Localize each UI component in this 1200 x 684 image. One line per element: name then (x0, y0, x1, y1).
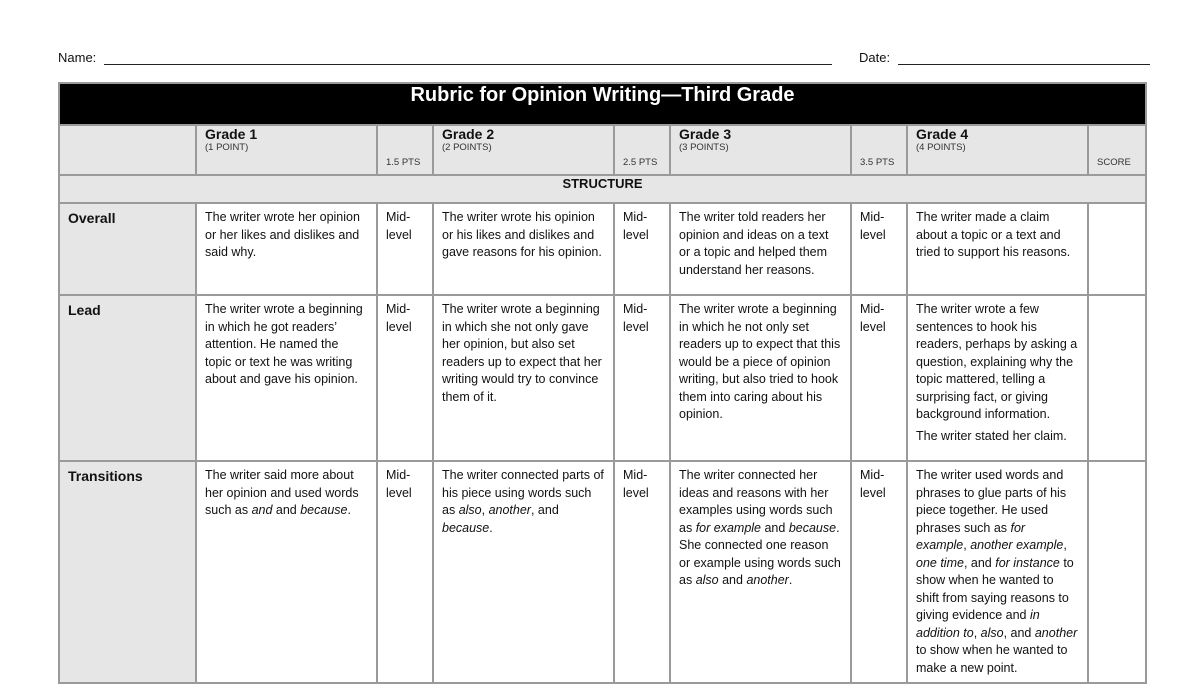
lead-grade4 (907, 295, 1088, 461)
column-header-row (59, 125, 1146, 175)
text-run: and (272, 503, 301, 517)
italic-term: because (442, 520, 490, 535)
header-grade4 (907, 125, 1088, 175)
italic-term: because (788, 520, 837, 535)
text-run: , (973, 625, 981, 640)
italic-term: also (458, 503, 482, 517)
text-run: . (347, 503, 351, 517)
lead-grade4-hook: The writer wrote a few sentences to hook his readers, perhaps by asking a question, explaining why the topic mattered, telling a surprising fact, or giving background information. (916, 302, 1078, 421)
lead-grade2: The writer wrote a beginning in which she not only gave her opinion, but also set readers up to expect that her writing would try to convince them of it. (433, 295, 614, 461)
overall-grade3: The writer told readers her opinion and ideas on a text or a topic and helped them understand her reasons. (670, 203, 851, 295)
italic-term: also (695, 573, 719, 587)
overall-score-cell[interactable] (1088, 203, 1146, 295)
text-run: . (788, 573, 793, 587)
name-label: Name: (58, 50, 97, 65)
text-run: , and (530, 503, 559, 517)
transitions-grade1 (196, 461, 377, 683)
transitions-grade4 (907, 461, 1088, 683)
rubric-row-overall (59, 203, 1146, 295)
date-line (898, 50, 1150, 65)
text-run: The writer used words and phrases to glue parts of his piece together. He used phrases such as (916, 468, 1067, 535)
text-run: , (1063, 538, 1067, 552)
date-label: Date: (859, 50, 891, 65)
italic-term: another (746, 573, 789, 587)
italic-term: for example (916, 520, 1026, 552)
section-row (59, 175, 1146, 203)
date-field (859, 50, 1150, 65)
text-run: to show when he wanted to make a new point. (916, 643, 1068, 675)
italic-term: another (488, 503, 531, 517)
overall-mid-3: Mid-level (851, 203, 907, 295)
header-score: SCORE (1088, 125, 1146, 175)
text-run: , (481, 503, 489, 517)
grade1-title: Grade 1 (205, 126, 258, 142)
rubric-title: Rubric for Opinion Writing—Third Grade (59, 83, 1146, 125)
section-structure: STRUCTURE (59, 175, 1146, 203)
header-pts-3-5: 3.5 PTS (851, 125, 907, 175)
lead-mid-1: Mid-level (377, 295, 433, 461)
title-row (59, 83, 1146, 125)
rubric-row-transitions (59, 461, 1146, 683)
grade1-points: (1 POINT) (205, 142, 249, 153)
text-run: The writer connected her ideas and reasons with her examples using words such as (679, 468, 833, 535)
overall-grade4: The writer made a claim about a topic or a text and tried to support his reasons. (907, 203, 1088, 295)
grade2-points: (2 POINTS) (442, 142, 492, 153)
italic-term: also (980, 625, 1004, 640)
transitions-score-cell[interactable] (1088, 461, 1146, 683)
text-run: and (718, 573, 747, 587)
transitions-mid-1: Mid-level (377, 461, 433, 683)
name-field (58, 50, 832, 65)
header-grade3 (670, 125, 851, 175)
rubric-row-lead (59, 295, 1146, 461)
text-run: , (963, 538, 971, 552)
lead-grade4-claim: The writer stated her claim. (916, 428, 1067, 443)
text-run: The writer connected parts of his piece using words such as (442, 468, 604, 517)
italic-term: another example (970, 538, 1064, 552)
name-line (104, 50, 832, 65)
header-grade1 (196, 125, 377, 175)
row-label-transitions: Transitions (59, 461, 196, 683)
italic-term: another (1034, 625, 1078, 640)
text-run: and (761, 520, 789, 535)
transitions-grade2 (433, 461, 614, 683)
grade3-points: (3 POINTS) (679, 142, 729, 153)
rubric-table (58, 82, 1147, 684)
transitions-grade3 (670, 461, 851, 683)
row-label-overall: Overall (59, 203, 196, 295)
lead-grade1: The writer wrote a beginning in which he got readers’ attention. He named the topic or text he was writing about and gave his opinion. (196, 295, 377, 461)
overall-mid-1: Mid-level (377, 203, 433, 295)
lead-grade3: The writer wrote a beginning in which he not only set readers up to expect that this would be a piece of opinion writing, but also tried to hook them into caring about his opinion. (670, 295, 851, 461)
overall-grade2: The writer wrote his opinion or his likes and dislikes and gave reasons for his opinion. (433, 203, 614, 295)
transitions-mid-3: Mid-level (851, 461, 907, 683)
lead-score-cell[interactable] (1088, 295, 1146, 461)
text-run: , and (1003, 625, 1035, 640)
text-run: to show when he wanted to shift from saying reasons to giving evidence and (916, 555, 1074, 622)
italic-term: in addition to (916, 608, 1040, 640)
italic-term: one time (916, 555, 964, 570)
text-run: . She connected one reason or example using words such as (679, 520, 841, 587)
overall-grade1: The writer wrote her opinion or her likes and dislikes and said why. (196, 203, 377, 295)
grade4-points: (4 POINTS) (916, 142, 966, 153)
lead-mid-2: Mid-level (614, 295, 670, 461)
header-pts-2-5: 2.5 PTS (614, 125, 670, 175)
transitions-mid-2: Mid-level (614, 461, 670, 683)
grade2-title: Grade 2 (442, 126, 495, 142)
grade3-title: Grade 3 (679, 126, 732, 142)
overall-mid-2: Mid-level (614, 203, 670, 295)
lead-mid-3: Mid-level (851, 295, 907, 461)
row-label-lead: Lead (59, 295, 196, 461)
grade4-title: Grade 4 (916, 126, 969, 142)
header-pts-1-5: 1.5 PTS (377, 125, 433, 175)
italic-term: for example (695, 520, 761, 535)
header-blank (59, 125, 196, 175)
italic-term: because (300, 503, 348, 517)
italic-term: and (251, 503, 273, 517)
text-run: , and (963, 555, 996, 570)
text-run: The writer said more about her opinion and used words such as (205, 468, 359, 517)
text-run: . (489, 520, 493, 535)
italic-term: for instance (995, 555, 1060, 570)
header-grade2 (433, 125, 614, 175)
